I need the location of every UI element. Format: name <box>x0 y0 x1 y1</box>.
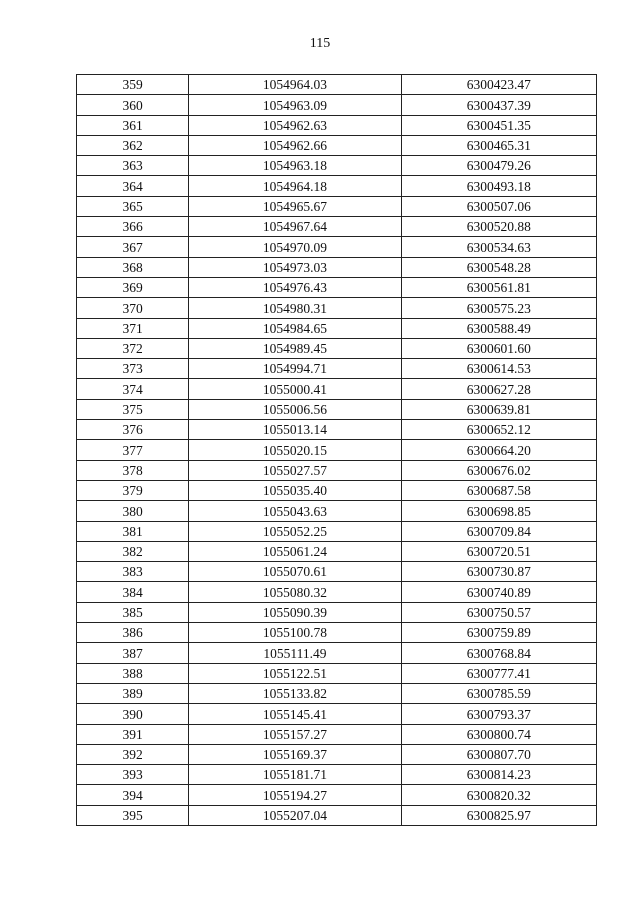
table-row <box>77 399 597 419</box>
y-coordinate-cell: 6300614.53 <box>401 359 596 379</box>
x-coordinate-cell: 1055000.41 <box>189 379 401 399</box>
table-row <box>77 541 597 561</box>
y-coordinate-cell: 6300785.59 <box>401 683 596 703</box>
point-number-cell: 377 <box>77 440 189 460</box>
x-coordinate-cell: 1054963.09 <box>189 95 401 115</box>
table-row <box>77 744 597 764</box>
y-coordinate-cell: 6300548.28 <box>401 257 596 277</box>
table-row <box>77 480 597 500</box>
table-row <box>77 765 597 785</box>
y-coordinate-cell: 6300759.89 <box>401 623 596 643</box>
y-coordinate-cell: 6300479.26 <box>401 156 596 176</box>
table-row <box>77 602 597 622</box>
x-coordinate-cell: 1055006.56 <box>189 399 401 419</box>
point-number-cell: 360 <box>77 95 189 115</box>
y-coordinate-cell: 6300814.23 <box>401 765 596 785</box>
point-number-cell: 359 <box>77 75 189 95</box>
x-coordinate-cell: 1055207.04 <box>189 805 401 825</box>
y-coordinate-cell: 6300807.70 <box>401 744 596 764</box>
table-row <box>77 663 597 683</box>
table-row <box>77 704 597 724</box>
y-coordinate-cell: 6300588.49 <box>401 318 596 338</box>
x-coordinate-cell: 1055090.39 <box>189 602 401 622</box>
x-coordinate-cell: 1054973.03 <box>189 257 401 277</box>
x-coordinate-cell: 1055157.27 <box>189 724 401 744</box>
page-number: 115 <box>309 36 331 51</box>
x-coordinate-cell: 1054962.66 <box>189 135 401 155</box>
point-number-cell: 379 <box>77 480 189 500</box>
x-coordinate-cell: 1055100.78 <box>189 623 401 643</box>
table-row <box>77 115 597 135</box>
x-coordinate-cell: 1055061.24 <box>189 541 401 561</box>
table-row <box>77 521 597 541</box>
point-number-cell: 362 <box>77 135 189 155</box>
table-row <box>77 176 597 196</box>
y-coordinate-cell: 6300676.02 <box>401 460 596 480</box>
x-coordinate-cell: 1055145.41 <box>189 704 401 724</box>
x-coordinate-cell: 1054964.03 <box>189 75 401 95</box>
x-coordinate-cell: 1054994.71 <box>189 359 401 379</box>
y-coordinate-cell: 6300575.23 <box>401 298 596 318</box>
y-coordinate-cell: 6300825.97 <box>401 805 596 825</box>
x-coordinate-cell: 1055035.40 <box>189 480 401 500</box>
point-number-cell: 383 <box>77 562 189 582</box>
y-coordinate-cell: 6300423.47 <box>401 75 596 95</box>
table-row <box>77 75 597 95</box>
table-row <box>77 785 597 805</box>
table-row <box>77 460 597 480</box>
point-number-cell: 389 <box>77 683 189 703</box>
coordinates-table-body <box>77 75 597 826</box>
point-number-cell: 365 <box>77 196 189 216</box>
point-number-cell: 368 <box>77 257 189 277</box>
point-number-cell: 381 <box>77 521 189 541</box>
y-coordinate-cell: 6300740.89 <box>401 582 596 602</box>
x-coordinate-cell: 1055133.82 <box>189 683 401 703</box>
y-coordinate-cell: 6300664.20 <box>401 440 596 460</box>
point-number-cell: 394 <box>77 785 189 805</box>
y-coordinate-cell: 6300465.31 <box>401 135 596 155</box>
x-coordinate-cell: 1055027.57 <box>189 460 401 480</box>
y-coordinate-cell: 6300777.41 <box>401 663 596 683</box>
y-coordinate-cell: 6300709.84 <box>401 521 596 541</box>
point-number-cell: 391 <box>77 724 189 744</box>
point-number-cell: 364 <box>77 176 189 196</box>
table-row <box>77 338 597 358</box>
point-number-cell: 384 <box>77 582 189 602</box>
x-coordinate-cell: 1055169.37 <box>189 744 401 764</box>
y-coordinate-cell: 6300720.51 <box>401 541 596 561</box>
y-coordinate-cell: 6300800.74 <box>401 724 596 744</box>
y-coordinate-cell: 6300561.81 <box>401 277 596 297</box>
table-row <box>77 237 597 257</box>
coordinates-table <box>76 74 597 826</box>
point-number-cell: 392 <box>77 744 189 764</box>
y-coordinate-cell: 6300493.18 <box>401 176 596 196</box>
point-number-cell: 376 <box>77 420 189 440</box>
y-coordinate-cell: 6300639.81 <box>401 399 596 419</box>
table-row <box>77 805 597 825</box>
y-coordinate-cell: 6300451.35 <box>401 115 596 135</box>
point-number-cell: 366 <box>77 217 189 237</box>
table-row <box>77 196 597 216</box>
y-coordinate-cell: 6300730.87 <box>401 562 596 582</box>
y-coordinate-cell: 6300534.63 <box>401 237 596 257</box>
point-number-cell: 380 <box>77 501 189 521</box>
x-coordinate-cell: 1054980.31 <box>189 298 401 318</box>
table-row <box>77 440 597 460</box>
point-number-cell: 393 <box>77 765 189 785</box>
table-row <box>77 379 597 399</box>
table-row <box>77 683 597 703</box>
y-coordinate-cell: 6300601.60 <box>401 338 596 358</box>
x-coordinate-cell: 1054984.65 <box>189 318 401 338</box>
y-coordinate-cell: 6300820.32 <box>401 785 596 805</box>
table-row <box>77 318 597 338</box>
y-coordinate-cell: 6300750.57 <box>401 602 596 622</box>
table-row <box>77 298 597 318</box>
point-number-cell: 373 <box>77 359 189 379</box>
x-coordinate-cell: 1055181.71 <box>189 765 401 785</box>
x-coordinate-cell: 1055070.61 <box>189 562 401 582</box>
point-number-cell: 388 <box>77 663 189 683</box>
table-row <box>77 724 597 744</box>
y-coordinate-cell: 6300507.06 <box>401 196 596 216</box>
point-number-cell: 378 <box>77 460 189 480</box>
y-coordinate-cell: 6300768.84 <box>401 643 596 663</box>
point-number-cell: 370 <box>77 298 189 318</box>
point-number-cell: 374 <box>77 379 189 399</box>
y-coordinate-cell: 6300520.88 <box>401 217 596 237</box>
y-coordinate-cell: 6300793.37 <box>401 704 596 724</box>
point-number-cell: 371 <box>77 318 189 338</box>
y-coordinate-cell: 6300652.12 <box>401 420 596 440</box>
x-coordinate-cell: 1054964.18 <box>189 176 401 196</box>
y-coordinate-cell: 6300698.85 <box>401 501 596 521</box>
x-coordinate-cell: 1054989.45 <box>189 338 401 358</box>
x-coordinate-cell: 1054963.18 <box>189 156 401 176</box>
table-row <box>77 420 597 440</box>
table-row <box>77 217 597 237</box>
table-row <box>77 135 597 155</box>
table-row <box>77 95 597 115</box>
point-number-cell: 375 <box>77 399 189 419</box>
x-coordinate-cell: 1054962.63 <box>189 115 401 135</box>
point-number-cell: 369 <box>77 277 189 297</box>
table-row <box>77 257 597 277</box>
x-coordinate-cell: 1055020.15 <box>189 440 401 460</box>
x-coordinate-cell: 1054965.67 <box>189 196 401 216</box>
table-row <box>77 501 597 521</box>
y-coordinate-cell: 6300687.58 <box>401 480 596 500</box>
table-row <box>77 643 597 663</box>
x-coordinate-cell: 1055043.63 <box>189 501 401 521</box>
x-coordinate-cell: 1054967.64 <box>189 217 401 237</box>
y-coordinate-cell: 6300627.28 <box>401 379 596 399</box>
x-coordinate-cell: 1055111.49 <box>189 643 401 663</box>
table-row <box>77 562 597 582</box>
point-number-cell: 386 <box>77 623 189 643</box>
point-number-cell: 363 <box>77 156 189 176</box>
x-coordinate-cell: 1055080.32 <box>189 582 401 602</box>
x-coordinate-cell: 1055052.25 <box>189 521 401 541</box>
point-number-cell: 361 <box>77 115 189 135</box>
table-row <box>77 156 597 176</box>
table-row <box>77 359 597 379</box>
x-coordinate-cell: 1055194.27 <box>189 785 401 805</box>
point-number-cell: 367 <box>77 237 189 257</box>
x-coordinate-cell: 1054976.43 <box>189 277 401 297</box>
point-number-cell: 387 <box>77 643 189 663</box>
table-row <box>77 582 597 602</box>
point-number-cell: 382 <box>77 541 189 561</box>
point-number-cell: 372 <box>77 338 189 358</box>
point-number-cell: 395 <box>77 805 189 825</box>
table-row <box>77 623 597 643</box>
y-coordinate-cell: 6300437.39 <box>401 95 596 115</box>
x-coordinate-cell: 1055122.51 <box>189 663 401 683</box>
table-row <box>77 277 597 297</box>
point-number-cell: 385 <box>77 602 189 622</box>
point-number-cell: 390 <box>77 704 189 724</box>
x-coordinate-cell: 1055013.14 <box>189 420 401 440</box>
x-coordinate-cell: 1054970.09 <box>189 237 401 257</box>
